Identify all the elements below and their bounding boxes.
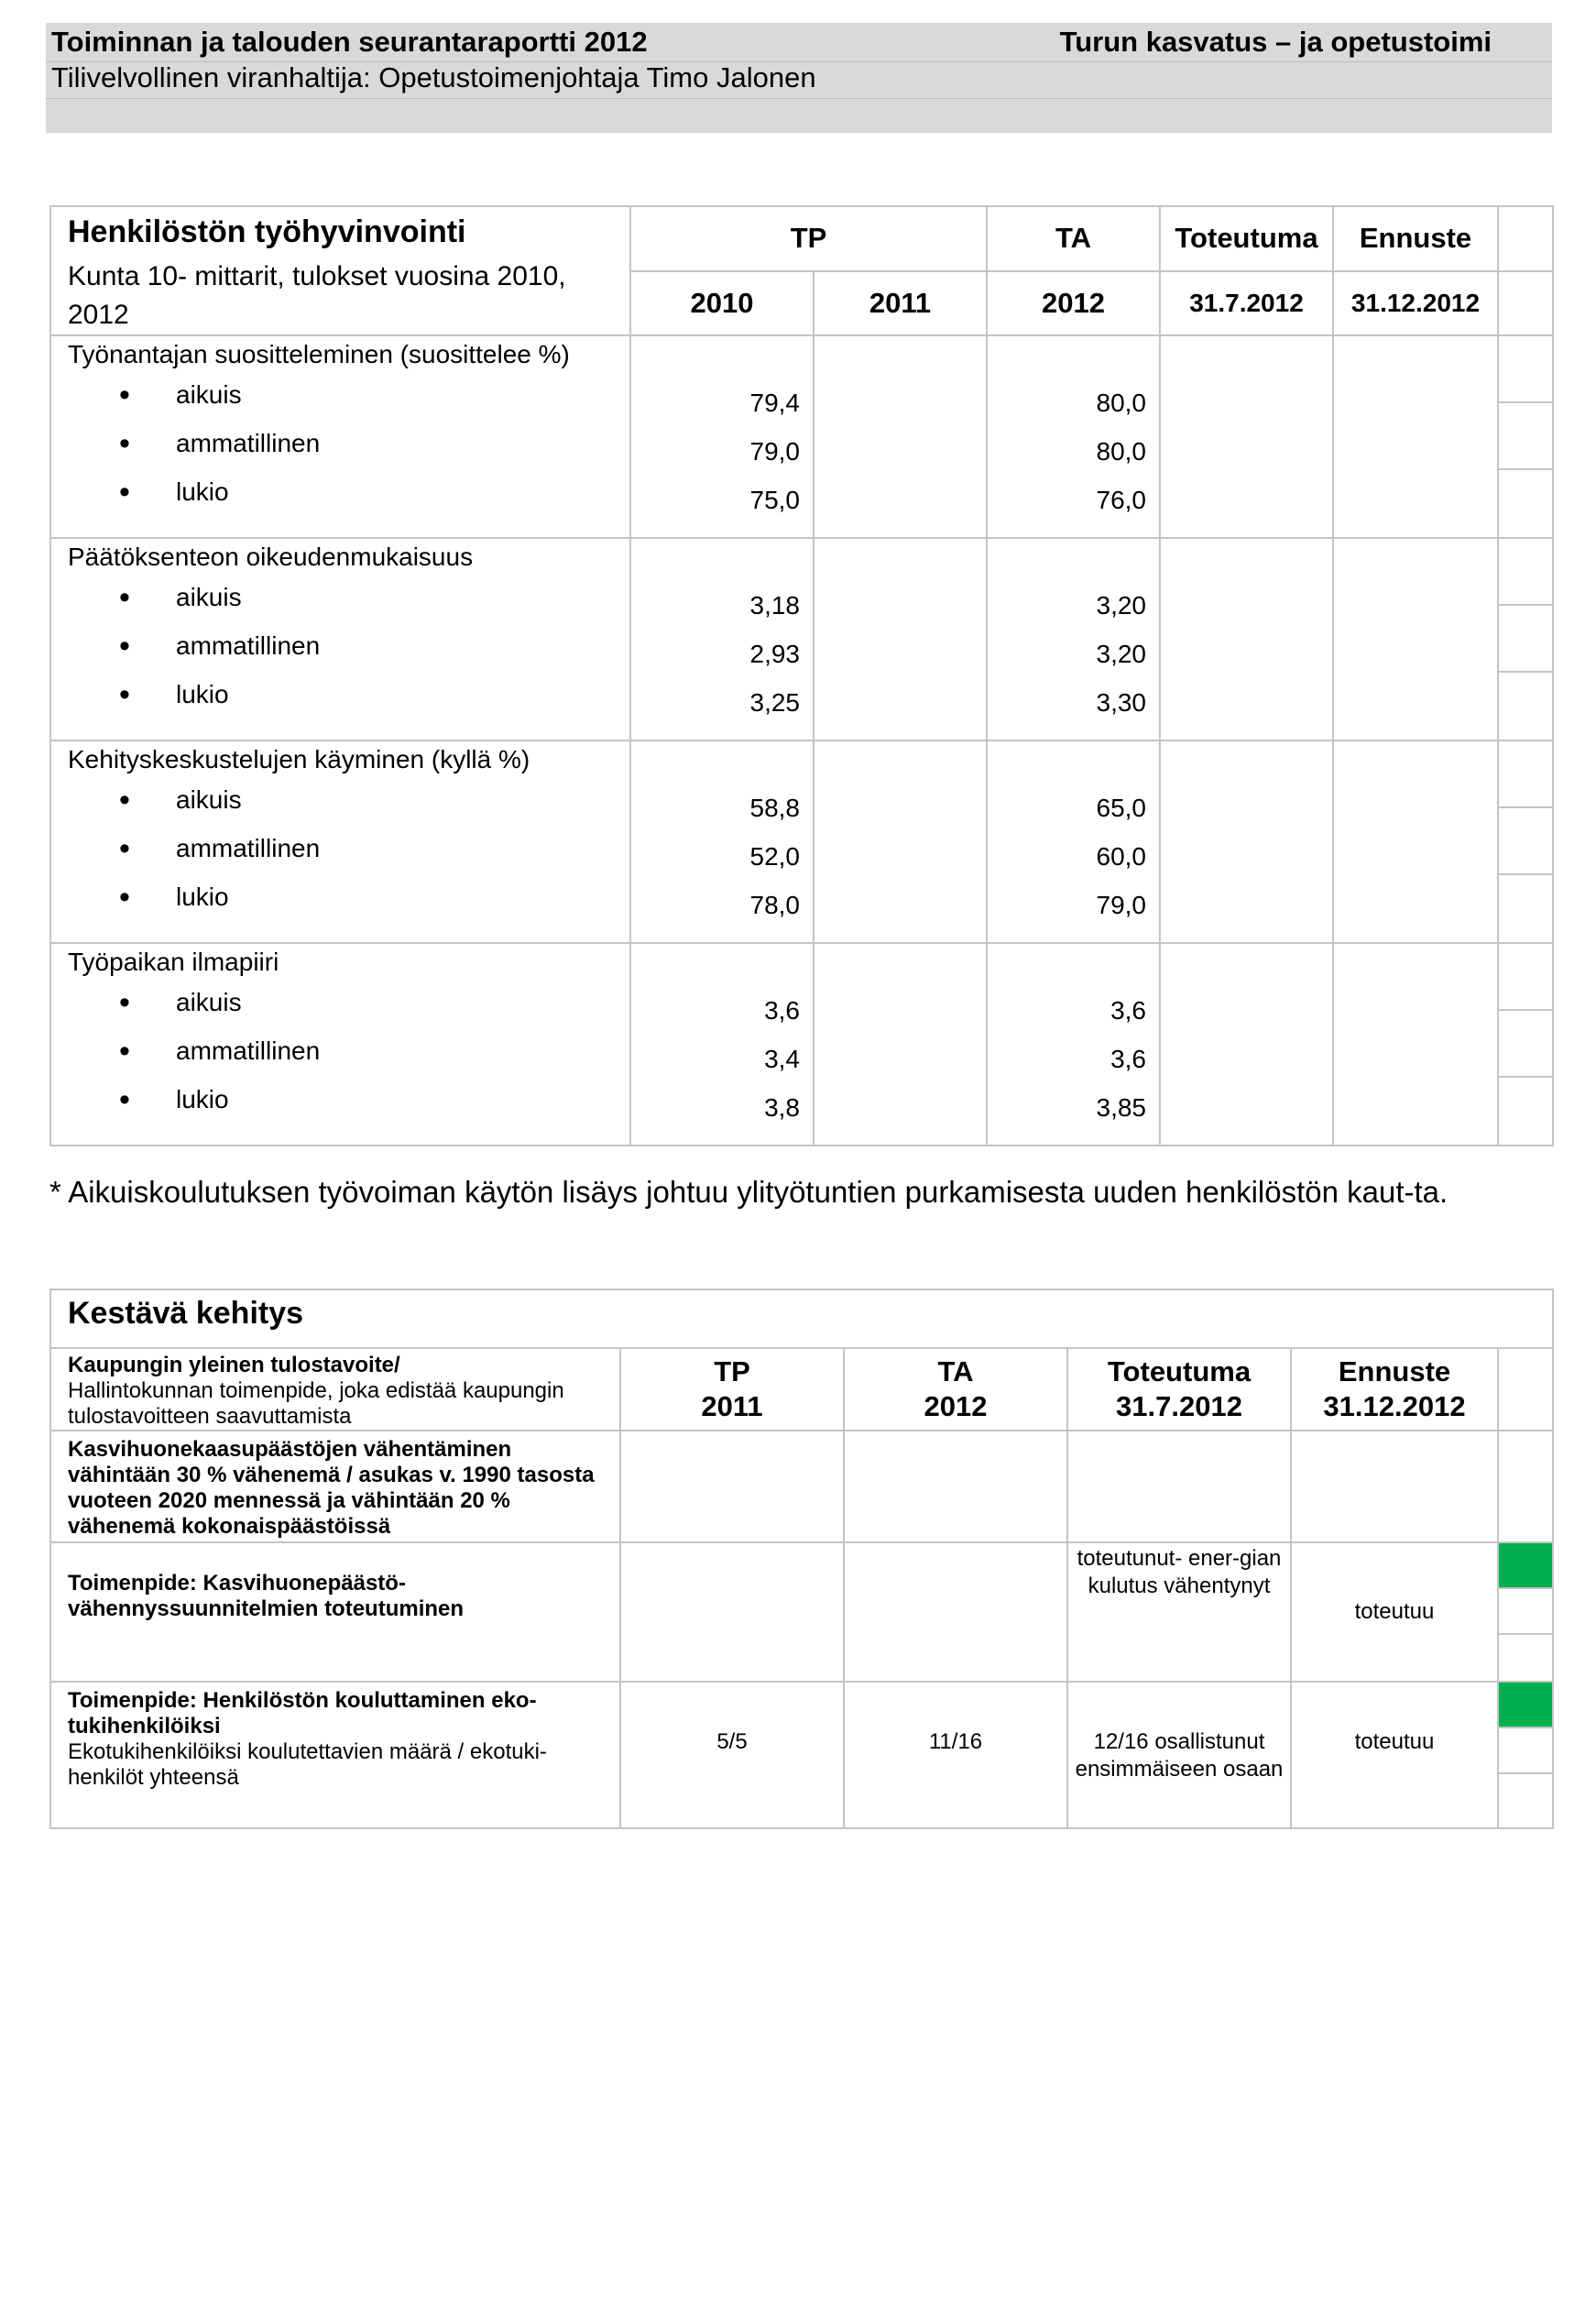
list-item: • ammatillinen: [176, 830, 629, 879]
value: 65,0: [1096, 794, 1146, 822]
value: 3,6: [764, 996, 800, 1025]
col-header-label: TA: [937, 1355, 974, 1387]
action2-label: [50, 1682, 620, 1828]
empty-cell: [1291, 1431, 1498, 1542]
tp2011-values: [814, 538, 987, 740]
tp2010-values: [630, 943, 814, 1146]
action1-status: [1498, 1542, 1553, 1682]
table-row: [50, 943, 1553, 1146]
col-header-ennuste: [1291, 1348, 1498, 1431]
list-item: • lukio: [176, 1081, 629, 1130]
status-box: [1499, 808, 1552, 875]
ennuste-values: [1333, 335, 1498, 538]
table2-title: Kestävä kehitys: [50, 1289, 1553, 1348]
status-box: [1499, 673, 1552, 740]
list-item: • lukio: [176, 879, 629, 927]
ta2012-values: [987, 335, 1160, 538]
table1-subtitle: Kunta 10- mittarit, tulokset vuosina 2010, 2012: [68, 261, 566, 330]
list-item: • lukio: [176, 474, 629, 522]
category-label: Päätöksenteon oikeudenmukaisuus: [68, 543, 474, 571]
col-header-tp: TP: [630, 206, 987, 271]
tp2010-values: [630, 335, 814, 538]
action2-label-rest: Ekotukihenkilöiksi koulutettavien määrä / ekotuki-henkilöt yhteensä: [68, 1739, 547, 1790]
tp2011-values: [814, 943, 987, 1146]
empty-cell: [620, 1431, 844, 1542]
value: 80,0: [1096, 389, 1146, 417]
col-header-tp2011: [620, 1348, 844, 1431]
value: 75,0: [749, 486, 800, 514]
category-cell: [50, 538, 630, 740]
toteutuma-values: [1160, 740, 1333, 943]
empty-cell: [1498, 1431, 1553, 1542]
status-cells: [1498, 335, 1553, 538]
value: 3,20: [1096, 591, 1146, 620]
col-header-ta2012: [844, 1348, 1067, 1431]
action2-ta: 11/16: [844, 1682, 1067, 1828]
status-box: [1499, 944, 1552, 1011]
table-row: [50, 335, 1553, 538]
date-toteutuma: 31.7.2012: [1160, 271, 1333, 336]
list-item: • aikuis: [176, 579, 629, 628]
col-header-date: 31.7.2012: [1116, 1390, 1242, 1422]
col-header-label: Ennuste: [1338, 1355, 1451, 1387]
table1-title-cell: [50, 206, 630, 335]
list-item: • ammatillinen: [176, 425, 629, 474]
status-box: [1499, 470, 1552, 537]
category-cell: [50, 943, 630, 1146]
header-label-rest: Hallintokunnan toimenpide, joka edistää kaupungin tulostavoitteen saavuttamista: [68, 1378, 564, 1429]
toteutuma-values: [1160, 335, 1333, 538]
report-title: Toiminnan ja talouden seurantaraportti 2012: [51, 26, 648, 58]
status-indicator: [1499, 1543, 1552, 1589]
value: 3,20: [1096, 640, 1146, 668]
list-item: • ammatillinen: [176, 628, 629, 676]
table1-title: Henkilöstön työhyvinvointi: [68, 214, 466, 249]
status-indicator: [1499, 1683, 1552, 1728]
status-box: [1499, 1728, 1552, 1774]
ta2012-values: [987, 538, 1160, 740]
wellbeing-table: [49, 205, 1554, 1146]
ennuste-values: [1333, 943, 1498, 1146]
goal-label: Kasvihuonekaasupäästöjen vähentäminen vähintään 30 % vähenemä / asukas v. 1990 tasosta vuoteen 2020 mennessä ja vähintään 20 % vähenemä kokonaispäästöissä: [50, 1431, 620, 1542]
value: 3,6: [1110, 996, 1146, 1025]
status-box: [1499, 1774, 1552, 1820]
status-box: [1499, 741, 1552, 808]
list-item: • ammatillinen: [176, 1033, 629, 1081]
report-header: [46, 23, 1552, 133]
value: 3,6: [1110, 1045, 1146, 1073]
value: 58,8: [749, 794, 800, 822]
table-row: [50, 1431, 1553, 1542]
category-label: Työnantajan suositteleminen (suosittelee %): [68, 340, 570, 368]
toteutuma-values: [1160, 538, 1333, 740]
value: 52,0: [749, 842, 800, 871]
col-header-label: Toteutuma: [1107, 1355, 1252, 1387]
empty-cell: [844, 1431, 1067, 1542]
list-item: • aikuis: [176, 782, 629, 830]
header-divider: [46, 98, 1552, 99]
tp2011-values: [814, 740, 987, 943]
ennuste-values: [1333, 538, 1498, 740]
status-header-cell: [1498, 1348, 1553, 1431]
value: 3,8: [764, 1093, 800, 1122]
value: 80,0: [1096, 437, 1146, 466]
value: 3,4: [764, 1045, 800, 1073]
status-header-cell: [1498, 271, 1553, 336]
action2-ennuste: toteutuu: [1291, 1682, 1498, 1828]
table-row: [50, 1682, 1553, 1828]
action2-label-bold: Toimenpide: Henkilöstön kouluttaminen eko-tukihenkilöiksi: [68, 1688, 537, 1738]
header-label-bold: Kaupungin yleinen tulostavoite/: [68, 1353, 400, 1377]
tp2010-values: [630, 538, 814, 740]
empty-cell: [620, 1542, 844, 1682]
table2-header-label: [50, 1348, 620, 1431]
empty-cell: [1067, 1431, 1291, 1542]
action2-toteutuma: 12/16 osallistunut ensimmäiseen osaan: [1067, 1682, 1291, 1828]
action1-ennuste: toteutuu: [1291, 1542, 1498, 1682]
table-row: [50, 538, 1553, 740]
status-cells: [1498, 740, 1553, 943]
col-header-date: 31.12.2012: [1323, 1390, 1466, 1422]
year-2010: 2010: [630, 271, 814, 336]
col-header-ta: TA: [987, 206, 1160, 271]
tp2010-values: [630, 740, 814, 943]
value: 3,18: [749, 591, 800, 620]
value: 3,30: [1096, 688, 1146, 717]
sustainability-table: [49, 1289, 1554, 1829]
status-box: [1499, 539, 1552, 606]
value: 79,0: [749, 437, 800, 466]
category-label: Kehityskeskustelujen käyminen (kyllä %): [68, 745, 530, 773]
status-cells: [1498, 943, 1553, 1146]
status-box: [1499, 875, 1552, 942]
status-box: [1499, 1589, 1552, 1635]
footnote: * Aikuiskoulutuksen työvoiman käytön lisäys johtuu ylityötuntien purkamisesta uuden henkilöstön kaut-ta.: [49, 1175, 1448, 1209]
status-box: [1499, 336, 1552, 403]
organization-name: Turun kasvatus – ja opetustoimi: [1059, 26, 1492, 58]
tp2011-values: [814, 335, 987, 538]
year-2012: 2012: [987, 271, 1160, 336]
action2-tp: 5/5: [620, 1682, 844, 1828]
category-label: Työpaikan ilmapiiri: [68, 948, 279, 976]
value: 76,0: [1096, 486, 1146, 514]
empty-cell: [844, 1542, 1067, 1682]
action1-toteutuma: toteutunut- ener-gian kulutus vähentynyt: [1067, 1542, 1291, 1682]
status-box: [1499, 1011, 1552, 1078]
list-item: • aikuis: [176, 984, 629, 1033]
value: 60,0: [1096, 842, 1146, 871]
toteutuma-values: [1160, 943, 1333, 1146]
col-header-label: TP: [714, 1355, 750, 1387]
value: 3,85: [1096, 1093, 1146, 1122]
value: 79,0: [1096, 891, 1146, 919]
date-ennuste: 31.12.2012: [1333, 271, 1498, 336]
value: 79,4: [749, 389, 800, 417]
col-header-year: 2011: [701, 1390, 763, 1422]
status-box: [1499, 1078, 1552, 1145]
ta2012-values: [987, 740, 1160, 943]
col-header-ennuste: Ennuste: [1333, 206, 1498, 271]
ennuste-values: [1333, 740, 1498, 943]
table-row: [50, 740, 1553, 943]
status-header-cell: [1498, 206, 1553, 271]
table-row: [50, 1542, 1553, 1682]
value: 78,0: [749, 891, 800, 919]
status-box: [1499, 606, 1552, 673]
value: 2,93: [749, 640, 800, 668]
year-2011: 2011: [814, 271, 987, 336]
category-cell: [50, 740, 630, 943]
value: 3,25: [749, 688, 800, 717]
status-box: [1499, 403, 1552, 470]
responsible-officer: Tilivelvollinen viranhaltija: Opetustoimenjohtaja Timo Jalonen: [51, 61, 816, 93]
list-item: • aikuis: [176, 377, 629, 425]
status-cells: [1498, 538, 1553, 740]
col-header-toteutuma: Toteutuma: [1160, 206, 1333, 271]
action1-label: Toimenpide: Kasvihuonepäästö-vähennyssuunnitelmien toteutuminen: [50, 1542, 620, 1682]
action2-status: [1498, 1682, 1553, 1828]
status-box: [1499, 1635, 1552, 1681]
ta2012-values: [987, 943, 1160, 1146]
col-header-toteutuma: [1067, 1348, 1291, 1431]
col-header-year: 2012: [924, 1390, 988, 1422]
list-item: • lukio: [176, 676, 629, 725]
category-cell: [50, 335, 630, 538]
